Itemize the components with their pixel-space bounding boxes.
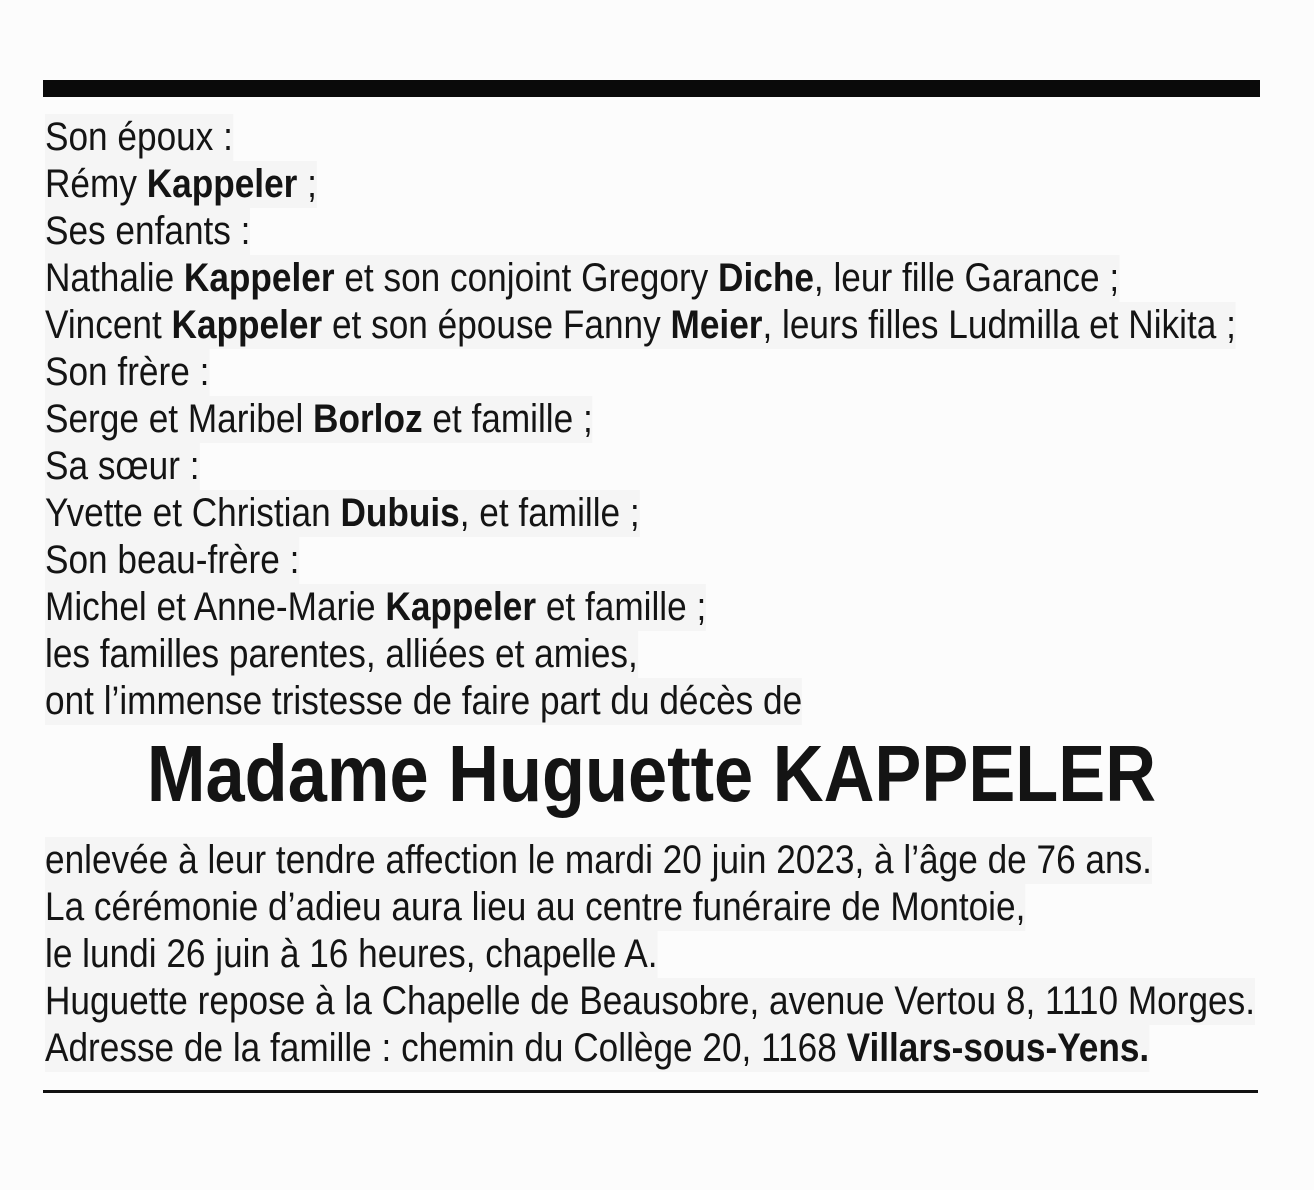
family-name-bold: Borloz [313, 397, 423, 441]
text-run: le lundi 26 juin à 16 heures, chapelle A. [45, 932, 658, 976]
text-run: Yvette et Christian [45, 491, 341, 535]
text-run: , et famille ; [459, 491, 640, 535]
bottom-rule-line [43, 1090, 1258, 1093]
notice-line [45, 443, 200, 490]
notice-line [45, 584, 706, 631]
notice-line [45, 931, 658, 978]
text-run: et son épouse Fanny [322, 303, 671, 347]
text-run: ; [297, 162, 317, 206]
notice-line [45, 837, 1152, 884]
notice-line [45, 114, 233, 161]
family-name-bold: Kappeler [385, 585, 537, 629]
text-run: La cérémonie d’adieu aura lieu au centre funéraire de Montoie, [45, 885, 1026, 929]
text-run: et famille ; [536, 585, 707, 629]
notice-line [45, 678, 802, 725]
family-name-bold: Meier [670, 303, 763, 347]
deceased-name-title: Madame Huguette KAPPELER [146, 729, 1157, 818]
family-name-bold: Kappeler [171, 303, 323, 347]
family-name-bold: Diche [718, 256, 814, 300]
text-run: Rémy [45, 162, 147, 206]
notice-line [45, 208, 250, 255]
text-run: Adresse de la famille : chemin du Collège 20, 1168 [45, 1026, 847, 1070]
text-run: les familles parentes, alliées et amies, [45, 632, 638, 676]
family-name-bold: Kappeler [183, 256, 335, 300]
top-rule-bar [43, 80, 1260, 97]
family-name-bold: Villars-sous-Yens. [846, 1026, 1150, 1070]
notice-line [45, 490, 640, 537]
notice-line [45, 537, 299, 584]
notice-line [45, 884, 1025, 931]
notice-line [45, 631, 638, 678]
text-run: Serge et Maribel [45, 397, 314, 441]
notice-line [45, 1025, 1149, 1072]
family-announcement-lines [45, 114, 1236, 725]
notice-line [45, 255, 1119, 302]
notice-line [45, 161, 317, 208]
text-run: et son conjoint Gregory [334, 256, 719, 300]
notice-line [45, 302, 1236, 349]
ceremony-details-lines [45, 837, 1255, 1072]
text-run: Son époux : [45, 115, 233, 159]
text-run: ont l’immense tristesse de faire part du décès de [45, 679, 803, 723]
text-run: Michel et Anne-Marie [45, 585, 386, 629]
text-run: Son beau-frère : [45, 538, 300, 582]
text-run: Son frère : [45, 350, 210, 394]
family-name-bold: Dubuis [340, 491, 460, 535]
text-run: Ses enfants : [45, 209, 251, 253]
text-run: enlevée à leur tendre affection le mardi 20 juin 2023, à l’âge de 76 ans. [45, 838, 1152, 882]
family-name-bold: Kappeler [146, 162, 298, 206]
text-run: Nathalie [45, 256, 184, 300]
text-run: Vincent [45, 303, 172, 347]
text-run: , leurs filles Ludmilla et Nikita ; [762, 303, 1236, 347]
text-run: et famille ; [422, 397, 593, 441]
text-run: Huguette repose à la Chapelle de Beausobre, avenue Vertou 8, 1110 Morges. [45, 979, 1256, 1023]
notice-line [45, 349, 209, 396]
text-run: , leur fille Garance ; [813, 256, 1120, 300]
text-run: Sa sœur : [45, 444, 200, 488]
notice-line [45, 978, 1255, 1025]
notice-line [45, 396, 593, 443]
